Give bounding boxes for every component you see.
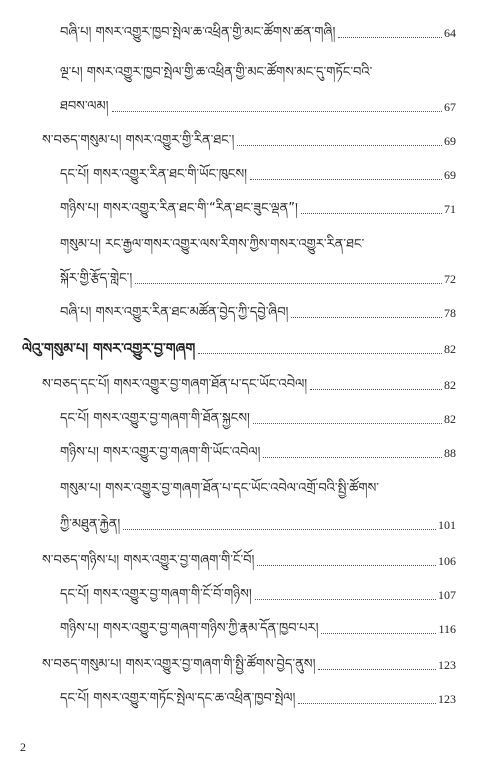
toc-entry-title: གསུམ་པ། རང་རྒྱལ་གསར་འགྱུར་ལས་རིགས་ཀྱིས་གསར་འགྱུར་རིན་ཐང་ <box>60 237 365 252</box>
toc-entry[interactable] <box>60 686 456 708</box>
toc-entry-title: གཉིས་པ། གསར་འགྱུར་བྱ་གཞག་གི་ཡོང་འབེལ། <box>60 445 261 460</box>
toc-entry-page: 123 <box>438 692 456 706</box>
toc-entry-title: ས་བཅད་གསུམ་པ། གསར་འགྱུར་བྱ་གཞག་གི་སྤྱི་ཚོགས་བྱེད་ནུས། <box>42 657 316 672</box>
toc-entry-title: དང་པོ། གསར་འགྱུར་བྱ་གཞག་གི་ངོ་བོ་གཉིས། <box>60 587 252 602</box>
leader-dots <box>257 565 436 566</box>
leader-dots <box>263 457 442 458</box>
toc-entry-page: 123 <box>438 658 456 672</box>
leader-dots <box>301 213 442 214</box>
toc-entry-title: གསུམ་པ། གསར་འགྱུར་བྱ་གཞག་ཐོན་པ་དང་ཡོང་འབེལ་འགྲོ་བའི་སྤྱི་ཚོགས་ <box>60 481 379 496</box>
toc-entry-title: གཉིས་པ། གསར་འགྱུར་བྱ་གཞག་གཉིས་ཀྱི་རྣམ་དོན་ཁྱབ་པར། <box>60 621 319 636</box>
toc-entry[interactable] <box>60 232 456 254</box>
toc-entry-page: 69 <box>444 134 456 148</box>
toc-entry-page: 107 <box>438 588 456 602</box>
leader-dots <box>291 317 442 318</box>
toc-entry-title: བཞི་པ། གསར་འགྱུར་རིན་ཐང་མཚོན་བྱེད་ཀྱི་དབྱེ་ཞིབ། <box>60 305 289 320</box>
toc-entry[interactable] <box>60 162 456 184</box>
toc-entry-page: 116 <box>438 622 456 636</box>
toc-entry-title: ལྔ་པ། གསར་འགྱུར་ཁྱབ་སྤེལ་གྱི་ཆ་འཕྲིན་གྱི་མང་ཚོགས་མང་དུ་གཏོང་བའི་ <box>60 65 373 80</box>
toc-entry[interactable] <box>60 266 456 288</box>
leader-dots <box>338 37 442 38</box>
leader-dots <box>198 353 442 354</box>
leader-dots <box>321 633 436 634</box>
toc-entry-title: སྐོར་གྱི་རྩོད་གླེང་། <box>60 271 133 286</box>
footer-page-number: 2 <box>20 740 26 754</box>
leader-dots <box>123 529 436 530</box>
toc-entry-page: 78 <box>444 306 456 320</box>
toc-chapter-entry[interactable] <box>22 336 456 358</box>
leader-dots <box>135 283 442 284</box>
leader-dots <box>253 423 442 424</box>
toc-entry-page: 71 <box>444 202 456 216</box>
toc-entry[interactable] <box>60 476 456 498</box>
toc-entry[interactable] <box>42 548 456 570</box>
toc-entry-page: 82 <box>444 378 456 392</box>
toc-entry[interactable] <box>60 196 456 218</box>
toc-entry[interactable] <box>60 582 456 604</box>
toc-entry-page: 106 <box>438 554 456 568</box>
toc-entry[interactable] <box>60 60 456 82</box>
toc-entry-title: ཐབས་ལམ། <box>60 99 109 114</box>
toc-entry-title: དང་པོ། གསར་འགྱུར་བྱ་གཞག་གི་ཐོན་སྐྱངས། <box>60 411 250 426</box>
toc-entry[interactable] <box>60 20 456 42</box>
toc-entry-title: བཞི་པ། གསར་འགྱུར་ཁྱབ་སྤེལ་ཆ་འཕྲིན་གྱི་མང་ཚོགས་ཚན་གཞི། <box>60 25 336 40</box>
toc-entry[interactable] <box>60 94 456 116</box>
toc-entry[interactable] <box>60 300 456 322</box>
leader-dots <box>310 389 442 390</box>
leader-dots <box>318 669 436 670</box>
toc-entry[interactable] <box>42 652 456 674</box>
toc-entry-page: 69 <box>444 168 456 182</box>
toc-entry-title: ཀྱི་མཐུན་རྐྱེན། <box>60 517 121 532</box>
toc-entry-page: 88 <box>444 446 456 460</box>
toc-entry-page: 82 <box>444 412 456 426</box>
toc-entry[interactable] <box>42 128 456 150</box>
toc-entry[interactable] <box>60 512 456 534</box>
toc-entry[interactable] <box>60 616 456 638</box>
toc-entry-title: ལེའུ་གསུམ་པ། གསར་འགྱུར་བྱ་གཞག <box>22 341 196 357</box>
toc-entry-page: 82 <box>444 342 456 356</box>
toc-entry[interactable] <box>42 372 456 394</box>
leader-dots <box>298 703 436 704</box>
toc-entry-title: དང་པོ། གསར་འགྱུར་རིན་ཐང་གི་ཡོང་ཁུངས། <box>60 167 248 182</box>
toc-entry[interactable] <box>60 440 456 462</box>
toc-entry[interactable] <box>60 406 456 428</box>
leader-dots <box>250 179 442 180</box>
leader-dots <box>237 145 442 146</box>
toc-entry-title: གཉིས་པ། གསར་འགྱུར་རིན་ཐང་གི་“རིན་ཐང་ཟུང་ལྡན”། <box>60 201 298 216</box>
toc-entry-page: 72 <box>444 272 456 286</box>
toc-entry-page: 64 <box>444 26 456 40</box>
leader-dots <box>112 111 443 112</box>
toc-entry-page: 67 <box>444 100 456 114</box>
toc-entry-page: 101 <box>438 518 456 532</box>
toc-entry-title: ས་བཅད་དང་པོ། གསར་འགྱུར་བྱ་གཞག་ཐོན་པ་དང་ཡོང་འབེལ། <box>42 377 308 392</box>
toc-entry-title: ས་བཅད་གསུམ་པ། གསར་འགྱུར་གྱི་རིན་ཐང་། <box>42 133 235 148</box>
toc-entry-title: ས་བཅད་གཉིས་པ། གསར་འགྱུར་བྱ་གཞག་གི་ངོ་བོ། <box>42 553 255 568</box>
toc-entry-title: དང་པོ། གསར་འགྱུར་གཏོང་སྤེལ་དང་ཆ་འཕྲིན་ཁྱབ་སྤེལ། <box>60 691 296 706</box>
leader-dots <box>255 599 436 600</box>
